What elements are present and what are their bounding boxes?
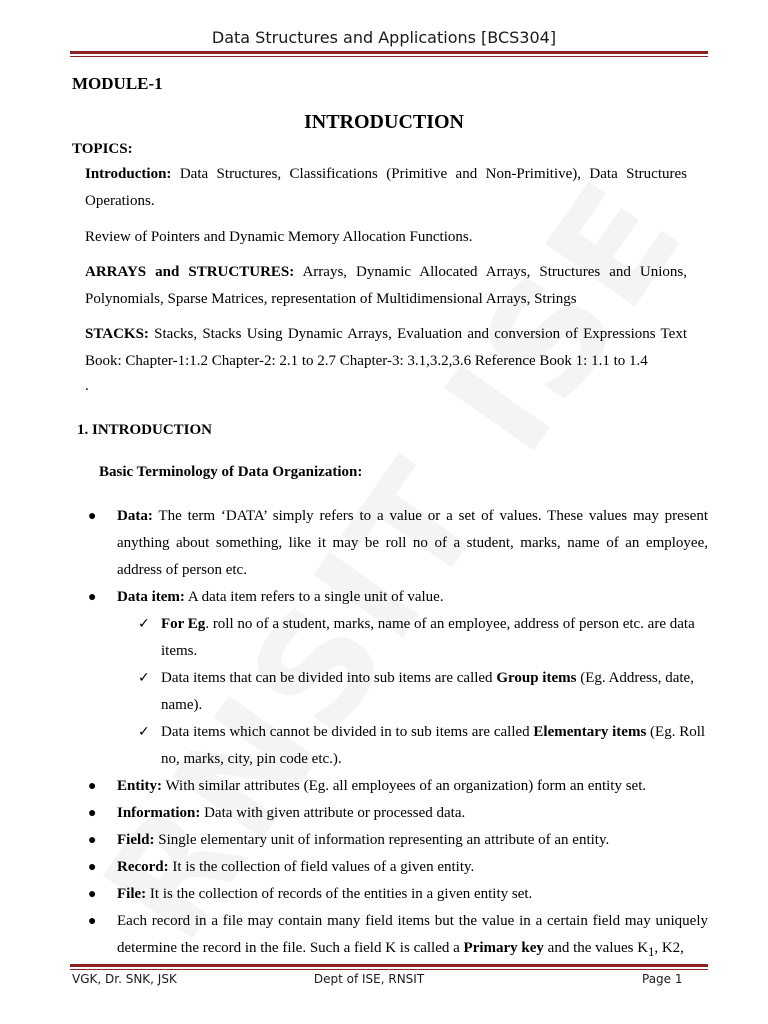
footer-department: Dept of ISE, RNSIT [313,972,425,986]
list-item-primary-key: ● Each record in a file may contain many field items but the value in a certain field may uniquely determine the record in the file. Such a field K is called a Primary key and the values $K_1$, K2, [88,908,708,966]
sublist-item-elementary-items: ✓ Data items which cannot be divided in to sub items are called Elementary items (Eg. Roll no, marks, city, pin code etc.). [88,719,708,773]
terminology-list [88,503,708,966]
subsection-heading: Basic Terminology of Data Organization: [99,464,363,480]
list-item-entity: ● Entity: With similar attributes (Eg. all employees of an organization) form an entity set. [88,773,708,800]
page-title: INTRODUCTION [303,111,465,133]
module-label: MODULE-1 [72,74,163,93]
bullet-icon: ● [88,914,97,929]
topics-heading: TOPICS: [72,141,133,157]
topic-introduction: Introduction: Data Structures, Classifications (Primitive and Non-Primitive), Data Structures Operations. [85,166,687,209]
bullet-icon: ● [88,509,97,524]
stray-period: . [85,378,89,394]
bullet-icon: ● [88,833,97,848]
list-item-information: ● Information: Data with given attribute or processed data. [88,800,708,827]
topic-arrays: ARRAYS and STRUCTURES: Arrays, Dynamic Allocated Arrays, Structures and Unions, Polynomials, Sparse Matrices, representation of Multidimensional Arrays, Strings [85,264,688,307]
bullet-icon: ● [88,806,97,821]
topic-pointers: Review of Pointers and Dynamic Memory Allocation Functions. [85,229,473,245]
list-item-record: ● Record: It is the collection of field values of a given entity. [88,854,708,881]
topic-stacks: STACKS: Stacks, Stacks Using Dynamic Arrays, Evaluation and conversion of Expressions Text Book: Chapter-1:1.2 Chapter-2: 2.1 to 2.7 Chapter-3: 3.1,3.2,3.6 Reference Book 1: 1.1 to 1.4 [85,326,687,369]
checkmark-icon: ✓ [138,616,150,632]
footer-authors: VGK, Dr. SNK, JSK [72,972,177,986]
list-item-data-item: ● Data item: A data item refers to a single unit of value. [88,584,708,611]
list-item-file: ● File: It is the collection of records of the entities in a given entity set. [88,881,708,908]
page-number: Page 1 [642,972,683,986]
checkmark-icon: ✓ [138,670,150,686]
sublist-item-group-items: ✓ Data items that can be divided into sub items are called Group items (Eg. Address, date, name). [88,665,708,719]
checkmark-icon: ✓ [138,724,150,740]
bullet-icon: ● [88,779,97,794]
section-heading: 1. INTRODUCTION [77,422,213,438]
bullet-icon: ● [88,860,97,875]
bullet-icon: ● [88,590,97,605]
sublist-item-example: ✓ For Eg. roll no of a student, marks, name of an employee, address of person etc. are data items. [88,611,708,665]
list-item-field: ● Field: Single elementary unit of information representing an attribute of an entity. [88,827,708,854]
header-rule [70,51,708,57]
footer-rule [70,964,708,970]
running-header: Data Structures and Applications [BCS304] [211,28,557,47]
list-item-data: ● Data: The term ‘DATA’ simply refers to a value or a set of values. These values may present anything about something, like it may be roll no of a student, marks, name of an employee, address of person etc. [88,503,708,584]
bullet-icon: ● [88,887,97,902]
